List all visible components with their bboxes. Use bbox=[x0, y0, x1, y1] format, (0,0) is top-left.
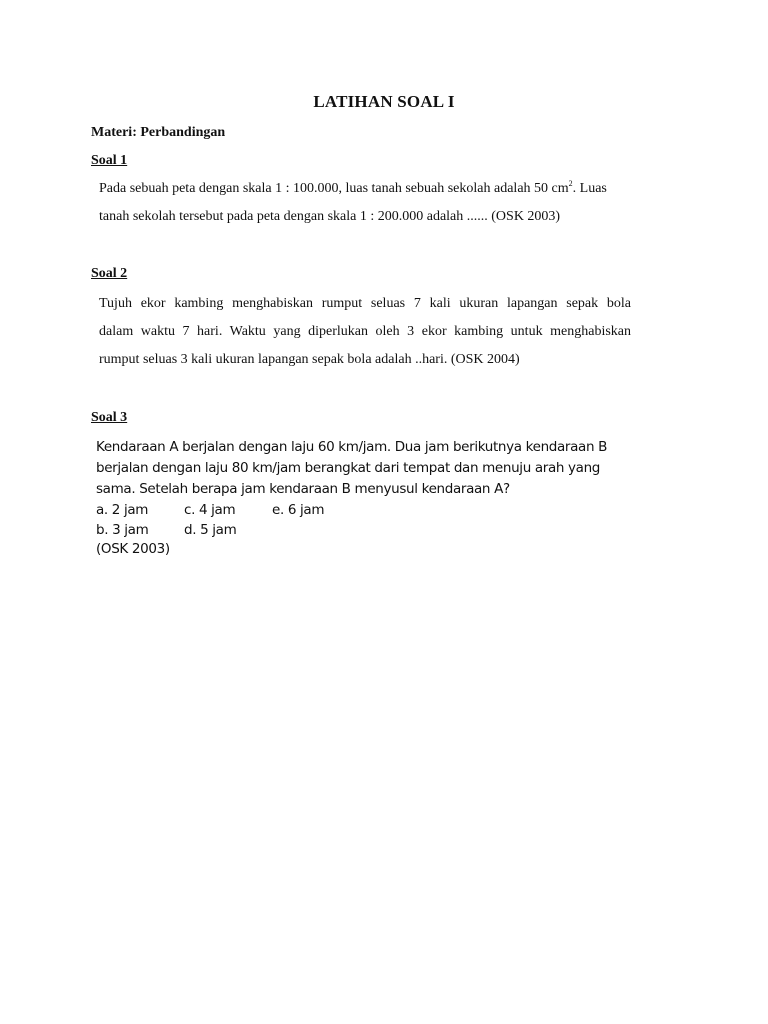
soal-2-text bbox=[99, 290, 631, 374]
options-row-1 bbox=[96, 500, 396, 520]
option-e: e. 6 jam bbox=[272, 502, 325, 518]
options-row-2 bbox=[96, 520, 396, 540]
option-a: a. 2 jam bbox=[96, 502, 149, 518]
soal-2-line-1: Tujuh ekor kambing menghabiskan rumput seluas 7 kali ukuran lapangan sepak bola bbox=[99, 296, 631, 311]
materi-label: Materi: Perbandingan bbox=[91, 125, 226, 140]
soal-2-line-3: rumput seluas 3 kali ukuran lapangan sepak bola adalah ..hari. (OSK 2004) bbox=[99, 352, 520, 367]
option-c: c. 4 jam bbox=[184, 502, 236, 518]
soal-3-options bbox=[96, 500, 396, 540]
soal-1-heading: Soal 1 bbox=[91, 153, 128, 168]
soal-3-line-2: berjalan dengan laju 80 km/jam berangkat dari tempat dan menuju arah yang bbox=[96, 460, 601, 476]
superscript-2: 2 bbox=[568, 179, 573, 188]
soal-1-line-1-part-1: Pada sebuah peta dengan skala 1 : 100.000, luas tanah sebuah sekolah adalah 50 cm bbox=[99, 181, 569, 196]
option-d: d. 5 jam bbox=[184, 522, 237, 538]
soal-3-text bbox=[96, 437, 636, 500]
soal-2-line-2: dalam waktu 7 hari. Waktu yang diperlukan oleh 3 ekor kambing untuk menghabiskan bbox=[99, 324, 631, 339]
page-title: LATIHAN SOAL I bbox=[313, 92, 455, 111]
soal-1-text bbox=[99, 175, 655, 231]
soal-3-source: (OSK 2003) bbox=[96, 541, 170, 557]
soal-1-line-1 bbox=[99, 175, 655, 203]
soal-3-line-1: Kendaraan A berjalan dengan laju 60 km/jam. Dua jam berikutnya kendaraan B bbox=[96, 439, 608, 455]
soal-3-line-3: sama. Setelah berapa jam kendaraan B menyusul kendaraan A? bbox=[96, 481, 510, 497]
soal-1-line-2: tanah sekolah tersebut pada peta dengan skala 1 : 200.000 adalah ...... (OSK 2003) bbox=[99, 209, 561, 224]
soal-3-heading: Soal 3 bbox=[91, 410, 128, 425]
soal-1-line-1-part-2: . Luas bbox=[572, 181, 607, 196]
option-b: b. 3 jam bbox=[96, 522, 149, 538]
soal-2-heading: Soal 2 bbox=[91, 266, 128, 281]
